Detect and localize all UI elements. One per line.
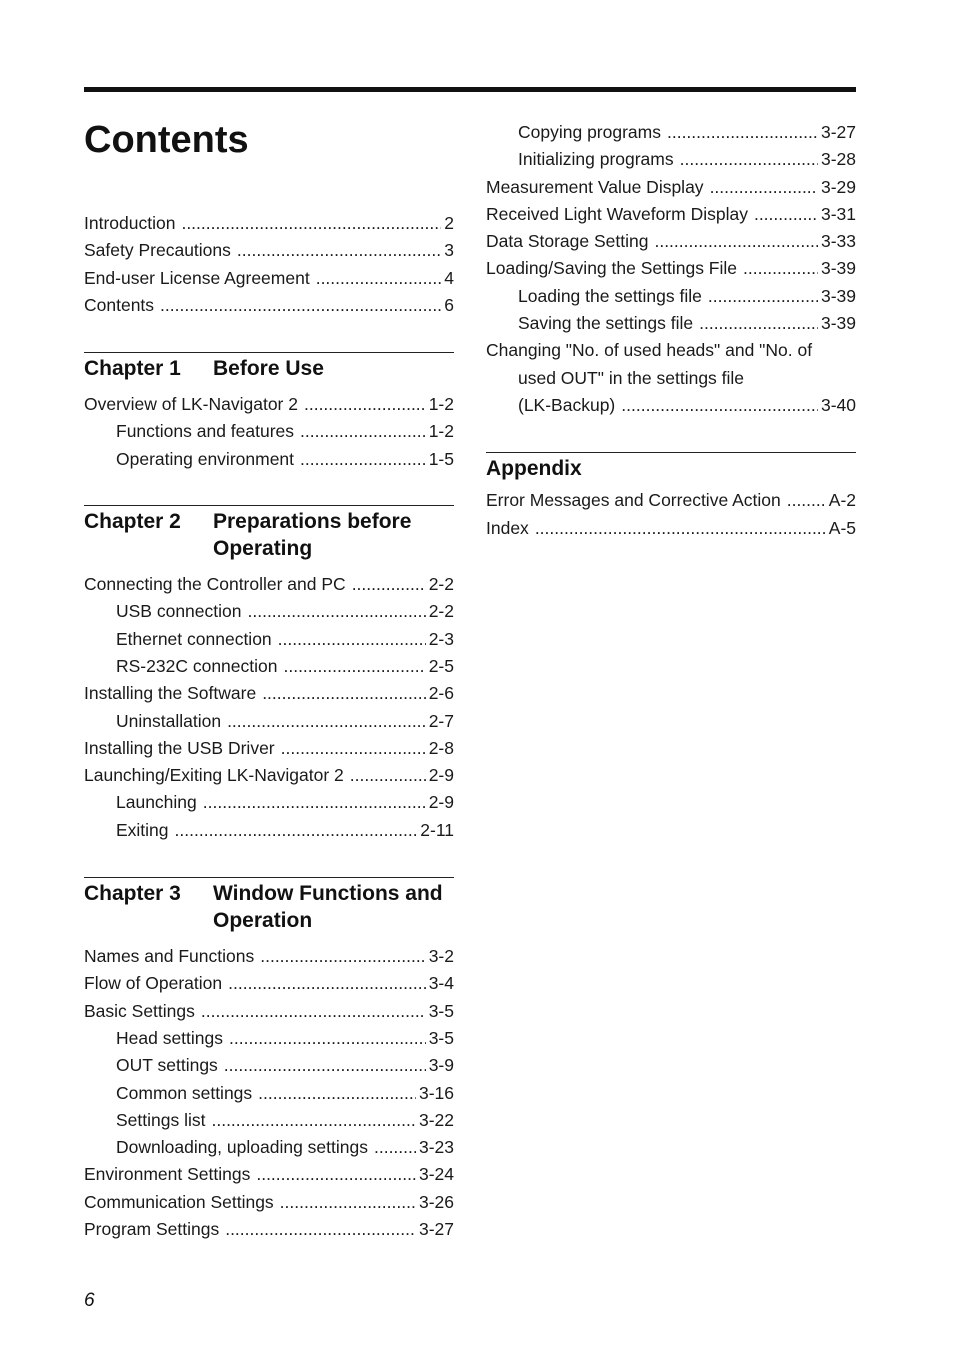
toc-entry[interactable]: (LK-Backup) ..... 3-40 [518,392,856,419]
toc-subentry[interactable]: Operating environment ..... 1-5 [116,446,454,473]
page-title: Contents [84,119,249,161]
toc-subentry[interactable]: Functions and features ..... 1-2 [116,418,454,445]
toc-entry[interactable]: Installing the Software ..... 2-6 [84,680,454,707]
toc-left-column [84,210,454,1243]
toc-entry[interactable]: End-user License Agreement ..... 4 [84,265,454,292]
toc-subentry[interactable]: USB connection ..... 2-2 [116,598,454,625]
toc-subentry[interactable]: Saving the settings file ..... 3-39 [518,310,856,337]
chapter-3-section [84,877,454,1243]
chapter-2-heading: Chapter 2 Preparations before Operating [84,505,454,562]
top-rule [84,87,856,92]
toc-subentry[interactable]: Common settings ..... 3-16 [116,1080,454,1107]
chapter-1-heading: Chapter 1 Before Use [84,352,454,382]
toc-entry[interactable]: Installing the USB Driver ..... 2-8 [84,735,454,762]
toc-entry-line[interactable]: Changing "No. of used heads" and "No. of [486,340,813,361]
chapter-1-section [84,352,454,473]
toc-subentry[interactable]: Loading the settings file ..... 3-39 [518,283,856,310]
toc-entry[interactable]: Program Settings ..... 3-27 [84,1216,454,1243]
toc-entry[interactable]: Measurement Value Display ..... 3-29 [486,174,856,201]
toc-subentry[interactable]: Uninstallation ..... 2-7 [116,708,454,735]
toc-entry[interactable]: Received Light Waveform Display ..... 3-31 [486,201,856,228]
toc-entry-line[interactable]: used OUT" in the settings file [518,367,745,388]
toc-entry[interactable]: Flow of Operation ..... 3-4 [84,970,454,997]
toc-subentry[interactable]: Head settings ..... 3-5 [116,1025,454,1052]
toc-entry[interactable]: Data Storage Setting ..... 3-33 [486,228,856,255]
toc-subentry[interactable]: Ethernet connection ..... 2-3 [116,626,454,653]
toc-entry[interactable]: Environment Settings ..... 3-24 [84,1161,454,1188]
toc-subentry[interactable]: Settings list ..... 3-22 [116,1107,454,1134]
toc-subentry[interactable]: Initializing programs ..... 3-28 [518,146,856,173]
toc-entry[interactable]: Safety Precautions ..... 3 [84,237,454,264]
front-matter-list [84,210,454,319]
toc-entry[interactable]: Index ..... A-5 [486,515,856,542]
toc-subentry[interactable]: Copying programs ..... 3-27 [518,119,856,146]
toc-subentry[interactable]: RS-232C connection ..... 2-5 [116,653,454,680]
appendix-section [486,452,856,542]
toc-entry[interactable]: Communication Settings ..... 3-26 [84,1189,454,1216]
page-number: 6 [84,1290,95,1311]
appendix-heading: Appendix [486,452,856,482]
toc-entry[interactable]: Introduction ..... 2 [84,210,454,237]
toc-right-column [486,119,856,542]
toc-entry[interactable]: Contents ..... 6 [84,292,454,319]
toc-entry[interactable]: Basic Settings ..... 3-5 [84,998,454,1025]
toc-entry[interactable]: Loading/Saving the Settings File ..... 3-39 [486,255,856,282]
toc-entry[interactable]: Names and Functions ..... 3-2 [84,943,454,970]
toc-subentry[interactable]: Launching ..... 2-9 [116,789,454,816]
chapter-2-section [84,505,454,844]
toc-entry[interactable]: Error Messages and Corrective Action ..... A-2 [486,487,856,514]
toc-subentry[interactable]: Exiting ..... 2-11 [116,817,454,844]
toc-entry[interactable]: Launching/Exiting LK-Navigator 2 ..... 2-9 [84,762,454,789]
toc-subentry[interactable]: OUT settings ..... 3-9 [116,1052,454,1079]
chapter-3-heading: Chapter 3 Window Functions and Operation [84,877,454,934]
chapter-3-continued-list [486,119,856,419]
toc-entry[interactable]: Overview of LK-Navigator 2 ..... 1-2 [84,391,454,418]
toc-entry[interactable]: Connecting the Controller and PC ..... 2-2 [84,571,454,598]
toc-subentry[interactable]: Downloading, uploading settings ..... 3-23 [116,1134,454,1161]
